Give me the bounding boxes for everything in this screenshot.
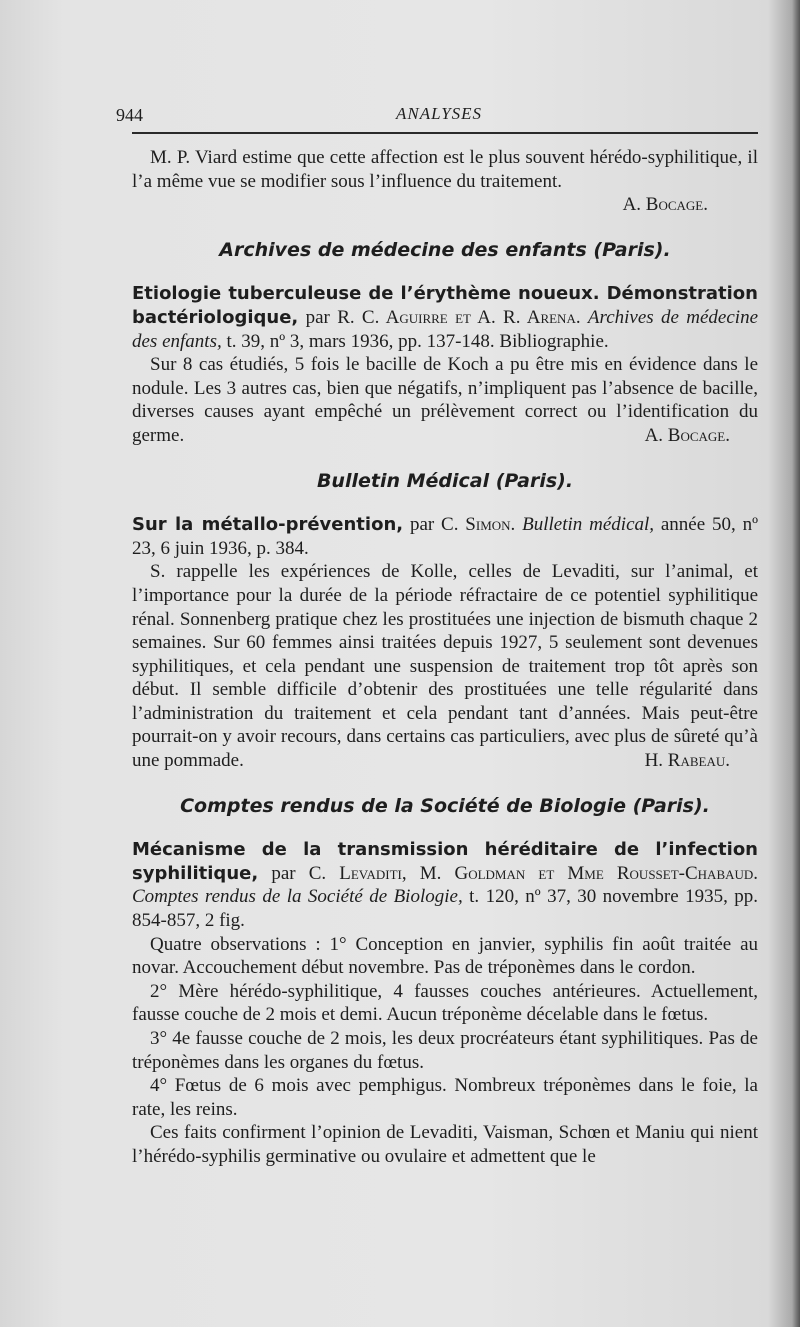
by-word: par	[409, 514, 435, 536]
abstract-citation	[132, 513, 758, 560]
abstract-continuation	[132, 146, 758, 217]
by-word: par	[271, 862, 296, 884]
article-title: Mécanisme de la transmission héréditaire de l’infection syphilitique,	[132, 839, 758, 884]
abstract-signature: A. Bocage.	[622, 194, 708, 216]
abstract-text: Sur 8 cas étudiés, 5 fois le bacille de Koch a pu être mis en évidence dans le nodule. Les 3 autres cas, bien que négatifs, n’impliquent pas l’absence de bacille, diverses causes ayant empêché un prélèvement correct ou l’identification du germe.	[132, 354, 758, 446]
abstract-entry	[132, 513, 758, 773]
article-authors: R. C. Aguirre et A. R. Arena.	[337, 306, 581, 328]
article-reference: t. 120, nº 37, 30 novembre 1935, pp. 854-857, 2 fig.	[132, 886, 759, 932]
article-reference: t. 39, nº 3, mars 1936, pp. 137-148. Bibliographie.	[226, 330, 609, 352]
page-number: 944	[116, 105, 143, 125]
abstract-citation	[132, 838, 758, 932]
binding-shadow	[792, 0, 800, 1327]
by-word: par	[305, 306, 330, 328]
page-content	[116, 102, 759, 1175]
abstract-entry	[132, 282, 758, 447]
abstract-text: S. rappelle les expériences de Kolle, celles de Levaditi, sur l’animal, et l’importance pour la durée de la période réfractaire de ce potentiel syphilitique rénal. Sonnenberg pratique chez les prostituées une injection de bismuth chaque 2 semaines. Sur 60 femmes ainsi traitées depuis 1927, 5 seulement sont devenues syphilitiques, et cela pendant une suspension de traitement trop tôt après son début. Il semble difficile d’obtenir des prostituées une telle régularité dans l’administration du traitement et cela pendant tant d’années. Mais peut-être pourrait-on y avoir recours, dans certains cas particuliers, avec plus de sûreté qu’à une pommade.	[132, 561, 758, 772]
abstract-paragraph: Ces faits confirment l’opinion de Levaditi, Vaisman, Schœn et Maniu qui nient l’hérédo-syphilis germinative ou ovulaire et admettent que le	[132, 1122, 758, 1167]
page-header	[116, 102, 758, 134]
abstract-body	[132, 560, 758, 772]
article-authors: C. Levaditi, M. Goldman et Mme Rousset-Chabaud.	[308, 862, 759, 884]
abstract-paragraph: Quatre observations : 1° Conception en janvier, syphilis fin août traitée au novar. Accouchement début novembre. Pas de tréponèmes dans le cordon.	[132, 933, 758, 979]
abstract-signature: A. Bocage.	[644, 424, 730, 446]
abstract-signature: H. Rabeau.	[644, 750, 730, 772]
journal-heading: Comptes rendus de la Société de Biologie (Paris).	[180, 794, 710, 817]
journal-heading: Archives de médecine des enfants (Paris).	[219, 238, 671, 261]
article-reference: année 50, nº 23, 6 juin 1936, p. 384.	[132, 514, 758, 559]
abstract-body: M. P. Viard estime que cette affection est le plus souvent hérédo-syphilitique, il l’a même vue se modifier sous l’influence du traitement.	[132, 147, 758, 192]
abstract-paragraph: 2° Mère hérédo-syphilitique, 4 fausses couches antérieures. Actuellement, fausse couche de 2 mois et demi. Aucun tréponème décelable dans le fœtus.	[132, 980, 758, 1026]
article-authors: C. Simon.	[441, 514, 516, 536]
article-title: Etiologie tuberculeuse de l’érythème noueux. Démonstration bactériologique,	[132, 283, 758, 328]
running-head: ANALYSES	[396, 104, 483, 123]
article-title: Sur la métallo-prévention,	[132, 514, 404, 536]
abstract-entry	[132, 838, 758, 1168]
abstract-citation	[132, 282, 758, 353]
article-source: Bulletin médical,	[522, 514, 655, 536]
article-source: Archives de médecine des enfants,	[132, 306, 759, 352]
abstract-paragraph: 4° Fœtus de 6 mois avec pemphigus. Nombreux tréponèmes dans le foie, la rate, les reins.	[132, 1075, 758, 1120]
journal-heading: Bulletin Médical (Paris).	[316, 469, 574, 492]
article-source: Comptes rendus de la Société de Biologie,	[132, 886, 463, 908]
abstract-body	[132, 353, 758, 447]
abstract-paragraph: 3° 4e fausse couche de 2 mois, les deux procréateurs étant syphilitiques. Pas de tréponèmes dans les organes du fœtus.	[132, 1028, 758, 1073]
